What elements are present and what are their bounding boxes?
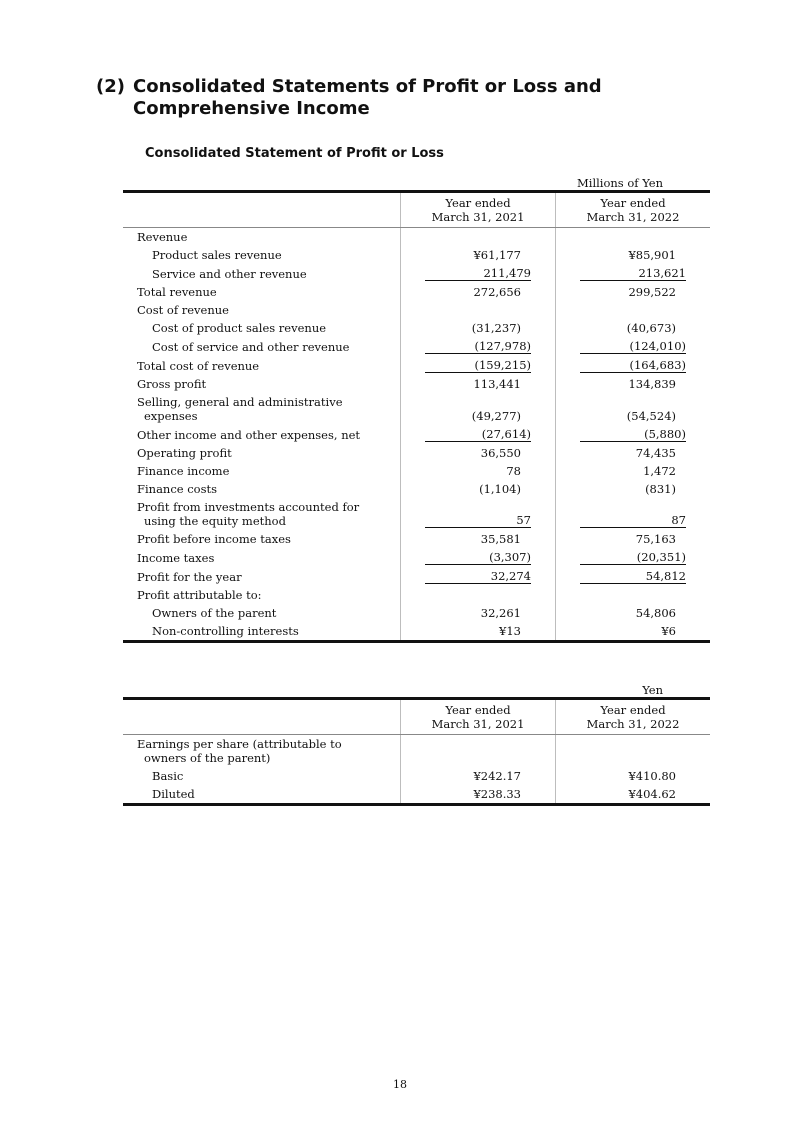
section-title: Consolidated Statements of Profit or Loss and Comprehensive Income	[133, 76, 602, 119]
table-row: Cost of service and other revenue (127,978) (124,010)	[152, 339, 686, 354]
column-header-2021: Year ended March 31, 2021	[401, 699, 556, 735]
table-row: Selling, general and administrative expenses (49,277) (54,524)	[137, 395, 676, 423]
table-row: Profit attributable to:	[137, 588, 262, 602]
table-row: Finance income 78 1,472	[137, 464, 676, 478]
table-row: Gross profit 113,441 134,839	[137, 377, 676, 391]
column-header-2022: Year ended March 31, 2022	[556, 192, 710, 228]
table-row: Cost of product sales revenue (31,237) (40,673)	[152, 321, 676, 335]
table-row: Income taxes (3,307) (20,351)	[137, 550, 686, 565]
table-row: Other income and other expenses, net (27,614) (5,880)	[137, 427, 686, 442]
table-row: Owners of the parent 32,261 54,806	[152, 606, 676, 620]
column-header-2022: Year ended March 31, 2022	[556, 699, 710, 735]
table-row: Basic ¥242.17 ¥410.80	[152, 769, 676, 783]
profit-loss-table	[123, 190, 710, 643]
table-header-row	[123, 699, 710, 735]
table-row: Total cost of revenue (159,215) (164,683)	[137, 358, 686, 373]
table2-units: Yen	[642, 683, 663, 697]
statement-title: Consolidated Statement of Profit or Loss	[145, 146, 444, 161]
table-row: Service and other revenue 211,479 213,621	[152, 266, 686, 281]
table-row: Operating profit 36,550 74,435	[137, 446, 676, 460]
table-row: Product sales revenue ¥61,177 ¥85,901	[152, 248, 676, 262]
table-row: Profit from investments accounted for using the equity method 57 87	[137, 500, 686, 528]
table-row: Cost of revenue	[137, 303, 229, 317]
column-header-2021: Year ended March 31, 2021	[401, 192, 556, 228]
earnings-per-share-table	[123, 697, 710, 806]
section-number: (2)	[96, 76, 125, 97]
table-row: Diluted ¥238.33 ¥404.62	[123, 785, 710, 805]
table-row: Non-controlling interests ¥13 ¥6	[123, 622, 710, 642]
table-row: Total revenue 272,656 299,522	[137, 285, 676, 299]
table-header-row	[123, 192, 710, 228]
page-number: 18	[393, 1078, 407, 1091]
table1-units: Millions of Yen	[576, 176, 663, 190]
table-row: Revenue	[137, 230, 188, 244]
table-row: Earnings per share (attributable to owners of the parent)	[137, 737, 342, 765]
table-row: Finance costs (1,104) (831)	[137, 482, 676, 496]
table-row: Profit for the year 32,274 54,812	[137, 569, 686, 584]
table-row: Profit before income taxes 35,581 75,163	[137, 532, 676, 546]
